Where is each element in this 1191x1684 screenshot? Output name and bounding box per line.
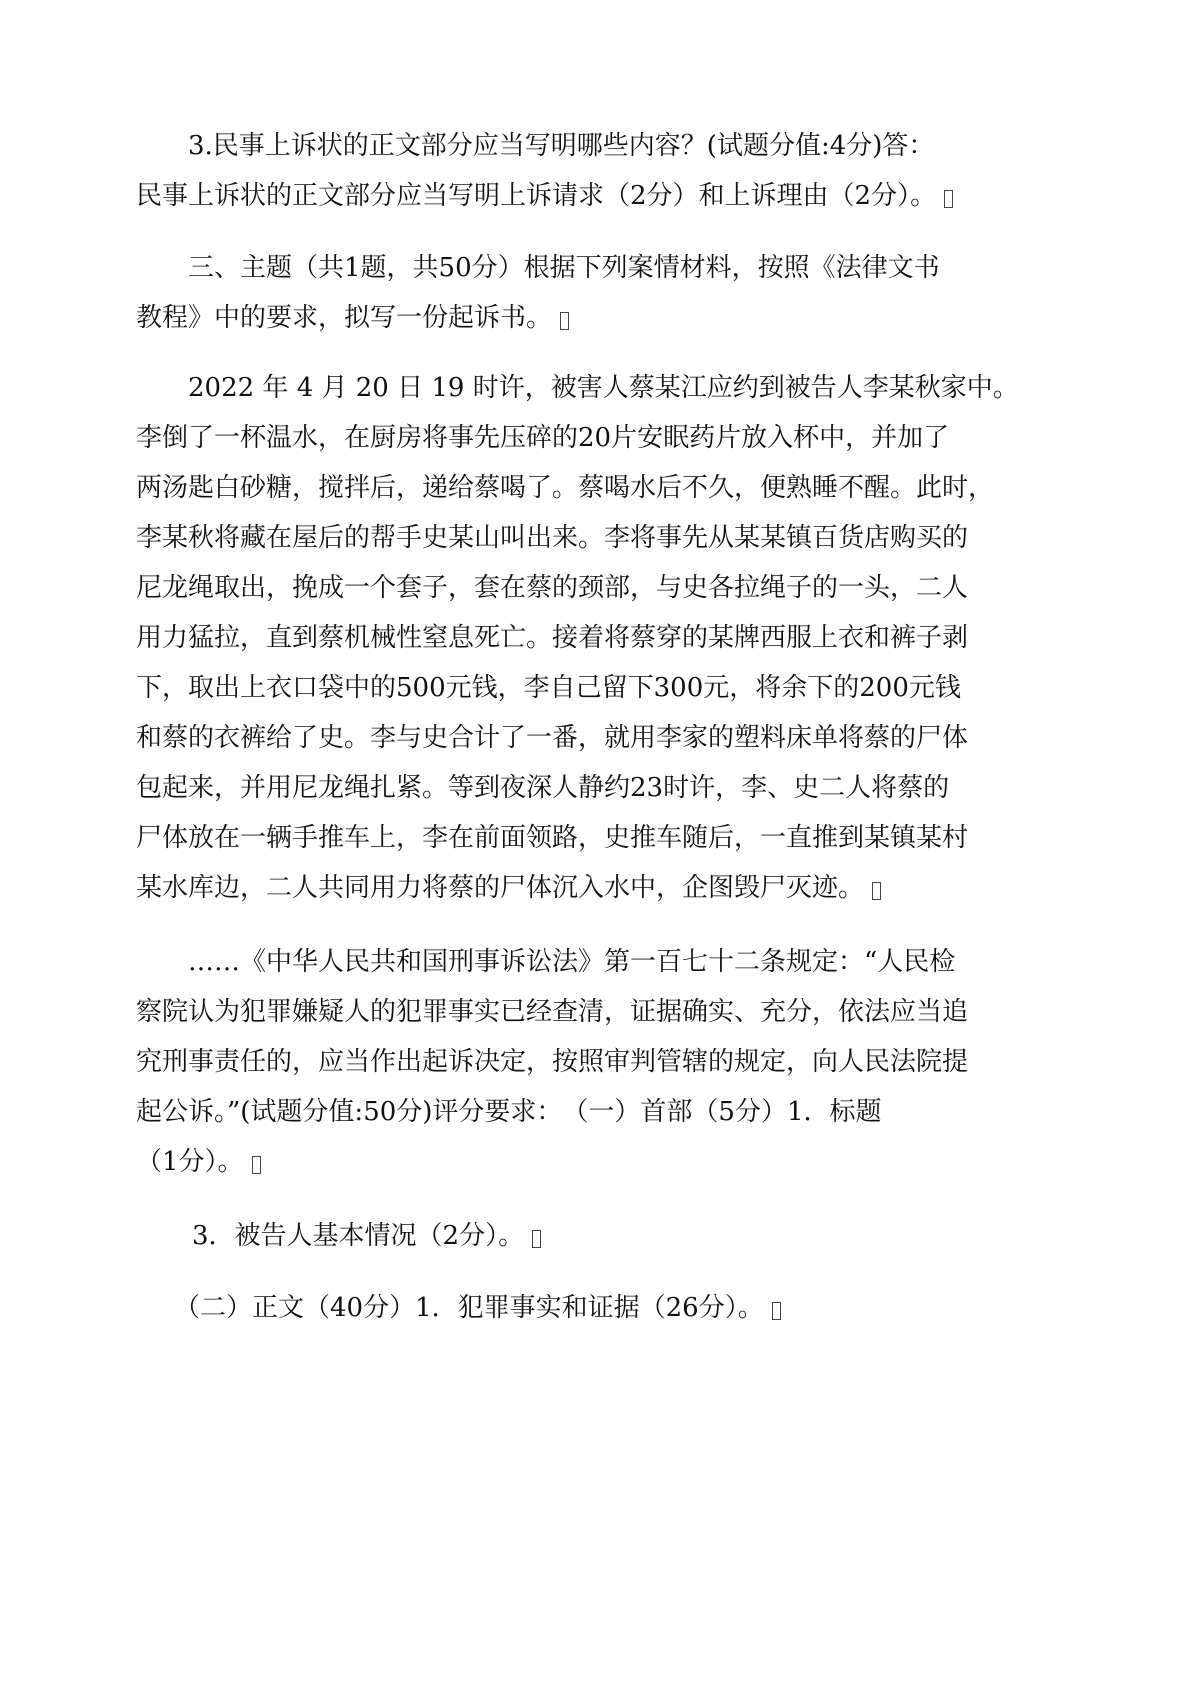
paragraph-line: 民事上诉状的正文部分应当写明上诉请求（2分）和上诉理由（2分）。 — [136, 178, 953, 214]
paragraph-line: 尼龙绳取出，挽成一个套子，套在蔡的颈部，与史各拉绳子的一头，二人 — [136, 573, 969, 603]
paragraph-line: 尸体放在一辆手推车上，李在前面领路，史推车随后，一直推到某镇某村 — [136, 823, 969, 853]
paragraph-line: 3.民事上诉状的正文部分应当写明哪些内容？(试题分值:4分)答： — [188, 131, 935, 161]
paragraph-end-mark — [944, 190, 953, 208]
paragraph-line: 用力猛拉，直到蔡机械性窒息死亡。接着将蔡穿的某牌西服上衣和裤子剥 — [136, 623, 969, 653]
paragraph-line: 下，取出上衣口袋中的500元钱，李自己留下300元，将余下的200元钱 — [136, 673, 961, 703]
paragraph-line: （二）正文（40分）1．犯罪事实和证据（26分）。 — [174, 1290, 781, 1326]
paragraph-end-mark — [532, 1230, 541, 1248]
paragraph-line: 李某秋将藏在屋后的帮手史某山叫出来。李将事先从某某镇百货店购买的 — [136, 523, 969, 553]
paragraph-line: 三、主题（共1题，共50分）根据下列案情材料，按照《法律文书 — [188, 253, 940, 283]
paragraph-end-mark — [872, 882, 881, 900]
paragraph-line: 3．被告人基本情况（2分）。 — [192, 1218, 541, 1254]
paragraph-line: 起公诉。”(试题分值:50分)评分要求： （一）首部（5分）1．标题 — [136, 1097, 882, 1127]
paragraph-line: （1分）。 — [136, 1144, 261, 1180]
paragraph-line: 某水库边，二人共同用力将蔡的尸体沉入水中，企图毁尸灭迹。 — [136, 870, 881, 906]
paragraph-line: ……《中华人民共和国刑事诉讼法》第一百七十二条规定：“人民检 — [188, 947, 956, 977]
paragraph-line: 察院认为犯罪嫌疑人的犯罪事实已经查清，证据确实、充分，依法应当追 — [136, 997, 969, 1027]
paragraph-line: 教程》中的要求，拟写一份起诉书。 — [136, 300, 569, 336]
paragraph-line: 和蔡的衣裤给了史。李与史合计了一番，就用李家的塑料床单将蔡的尸体 — [136, 723, 969, 753]
paragraph-line: 包起来，并用尼龙绳扎紧。等到夜深人静约23时许，李、史二人将蔡的 — [136, 773, 950, 803]
paragraph-line: 李倒了一杯温水，在厨房将事先压碎的20片安眠药片放入杯中，并加了 — [136, 423, 950, 453]
paragraph-end-mark — [772, 1302, 781, 1320]
paragraph-end-mark — [560, 312, 569, 330]
paragraph-line: 究刑事责任的，应当作出起诉决定，按照审判管辖的规定，向人民法院提 — [136, 1047, 969, 1077]
paragraph-end-mark — [252, 1156, 261, 1174]
paragraph-line: 两汤匙白砂糖，搅拌后，递给蔡喝了。蔡喝水后不久，便熟睡不醒。此时， — [136, 473, 995, 503]
paragraph-line: 2022 年 4 月 20 日 19 时许，被害人蔡某江应约到被告人李某秋家中。 — [188, 373, 1019, 403]
